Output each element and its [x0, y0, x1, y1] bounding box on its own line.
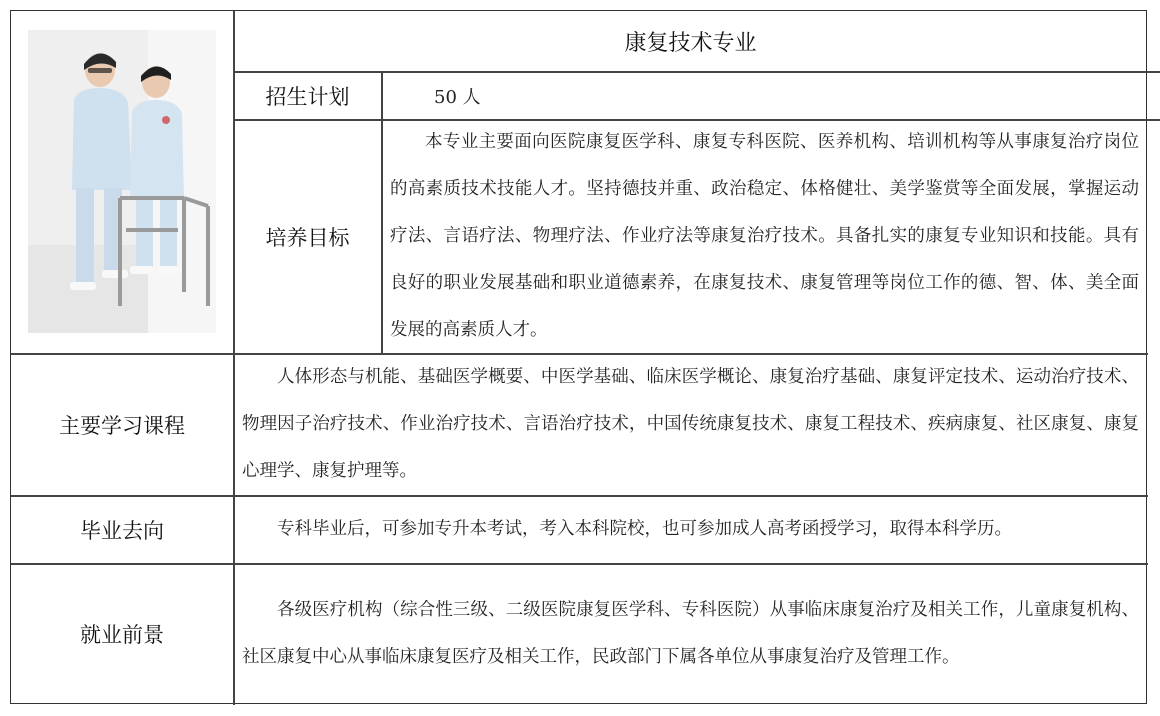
- employment-label: 就业前景: [80, 623, 164, 647]
- graduation-label: 毕业去向: [80, 518, 164, 543]
- photo-illustration: [28, 30, 216, 333]
- courses-label-cell: [11, 354, 233, 495]
- goal-label-cell: [234, 120, 381, 353]
- employment-text: 各级医疗机构（综合性三级、二级医院康复医学科、专科医院）从事临床康复治疗及相关工作，儿童康复机构、社区康复中心从事临床康复医疗及相关工作，民政部门下属各单位从事康复治疗及管理工作。: [242, 600, 1139, 667]
- graduation-text: 专科毕业后，可参加专升本考试，考入本科院校，也可参加成人高考函授学习，取得本科学历。: [277, 519, 1012, 539]
- goal-text: 本专业主要面向医院康复医学科、康复专科医院、医养机构、培训机构等从事康复治疗岗位的高素质技术技能人才。坚持德技并重、政治稳定、体格健壮、美学鉴赏等全面发展，掌握运动疗法、言语疗法、物理疗法、作业疗法等康复治疗技术。具备扎实的康复专业知识和技能。具有良好的职业发展基础和职业道德素养，在康复技术、康复管理等岗位工作的德、智、体、美全面发展的高素质人才。: [390, 132, 1139, 340]
- goal-text-cell: [382, 120, 1147, 353]
- plan-label-cell: [234, 72, 381, 119]
- plan-value-cell: [382, 72, 1147, 119]
- employment-label-cell: [11, 564, 233, 704]
- major-title: 康复技术专业: [624, 30, 757, 56]
- plan-label: 招生计划: [265, 84, 350, 109]
- graduation-label-cell: [11, 496, 233, 563]
- goal-label: 培养目标: [265, 225, 350, 250]
- major-title-cell: [234, 11, 1147, 71]
- courses-text: 人体形态与机能、基础医学概要、中医学基础、临床医学概论、康复治疗基础、康复评定技术、运动治疗技术、物理因子治疗技术、作业治疗技术、言语治疗技术，中国传统康复技术、康复工程技术、疾病康复、社区康复、康复心理学、康复护理等。: [242, 367, 1139, 481]
- courses-text-cell: [234, 354, 1147, 495]
- students-rehab-photo: [28, 30, 216, 333]
- courses-label: 主要学习课程: [59, 413, 185, 438]
- graduation-text-cell: [234, 496, 1147, 563]
- employment-text-cell: [234, 564, 1147, 704]
- plan-value: 50 人: [434, 86, 481, 108]
